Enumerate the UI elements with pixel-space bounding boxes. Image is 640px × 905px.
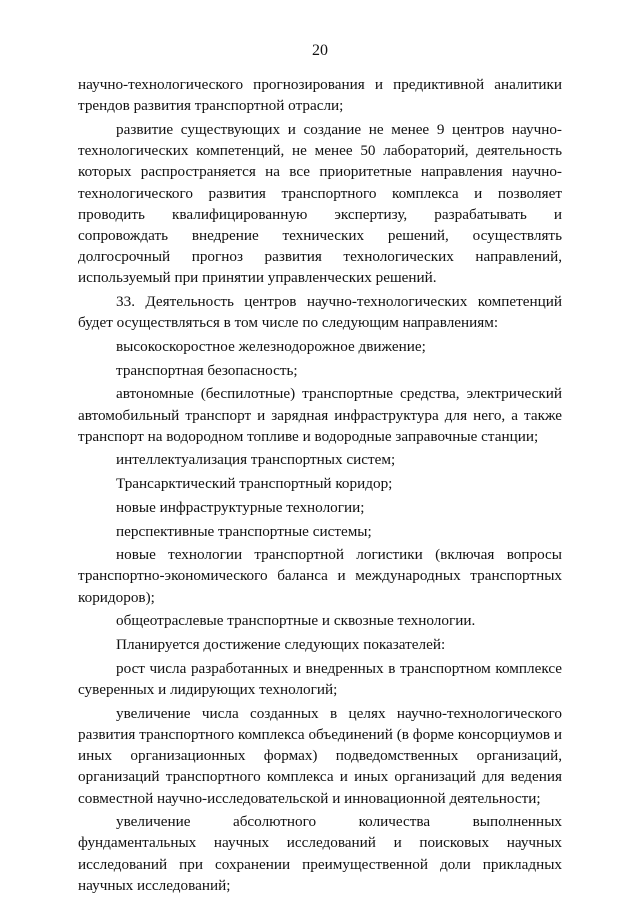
paragraph: новые инфраструктурные технологии; [116,498,365,516]
paragraph: Трансарктический транспортный коридор; [116,475,393,493]
paragraph: автономные (беспилотные) транспортные средства, электрический автомобильный транспорт и зарядная инфраструктура для него, а также транспорт на водородном топливе и водородные заправочные станции; [78,385,562,445]
paragraph: Планируется достижение следующих показателей: [116,636,446,654]
paragraph: транспортная безопасность; [116,361,298,379]
paragraph: научно-технологического прогнозирования и предиктивной аналитики трендов развития транспортной отрасли; [78,76,562,115]
page-number: 20 [312,42,328,59]
paragraph: интеллектуализация транспортных систем; [116,451,396,469]
paragraph: рост числа разработанных и внедренных в транспортном комплексе суверенных и лидирующих технологий; [78,659,562,698]
paragraph: перспективные транспортные системы; [116,522,372,540]
paragraph: общеотраслевые транспортные и сквозные технологии. [116,612,476,630]
paragraph: высокоскоростное железнодорожное движение; [116,337,426,355]
paragraph: 33. Деятельность центров научно-технологических компетенций будет осуществляться в том числе по следующим направлениям: [78,293,562,332]
paragraph: новые технологии транспортной логистики (включая вопросы транспортно-экономического баланса и международных транспортных коридоров); [78,546,562,606]
paragraph: увеличение абсолютного количества выполненных фундаментальных научных исследований и поисковых научных исследований при сохранении преимущественной доли прикладных научных исследований; [78,813,562,894]
document-body [78,74,562,899]
paragraph: развитие существующих и создание не менее 9 центров научно-технологических компетенций, не менее 50 лабораторий, деятельность которых распространяется на все приоритетные направления научно-технологического развития транспортного комплекса и позволяет проводить квалифицированную экспертизу, разрабатывать и сопровождать внедрение технических решений, осуществлять долгосрочный прогноз развития технологических направлений, используемый при принятии управленческих решений. [78,120,562,287]
paragraph: увеличение числа созданных в целях научно-технологического развития транспортного комплекса объединений (в форме консорциумов и иных организационных формах) подведомственных организаций, организаций транспортного комплекса и иных организаций для ведения совместной научно-исследовательской и инновационной деятельности; [78,704,562,807]
